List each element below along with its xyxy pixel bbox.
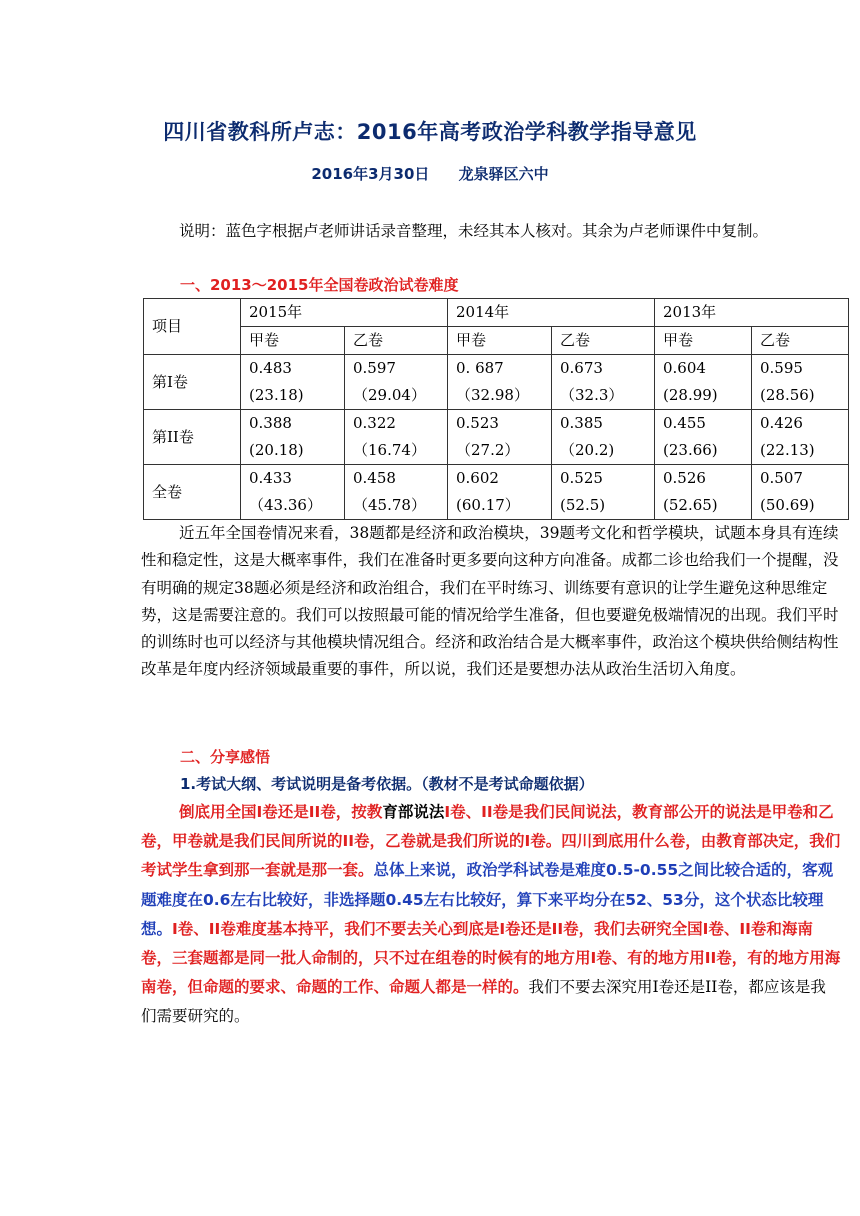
table-cell: 0.602 (60.17）: [448, 465, 552, 520]
year-header: 2014年: [448, 299, 655, 327]
subheading-1: 1.考试大纲、考试说明是备考依据。（教材不是考试命题依据）: [180, 775, 594, 793]
sub-header: 乙卷: [752, 327, 849, 355]
guidance-paragraph: [141, 798, 841, 1032]
table-cell: 0. 687 （32.98）: [448, 355, 552, 410]
date-text: 2016年3月30日: [311, 165, 430, 183]
table-subheader-row: [144, 327, 849, 355]
row-label: 第II卷: [144, 410, 241, 465]
year-header: 2015年: [241, 299, 448, 327]
section-heading-2: 二、分享感悟: [180, 748, 271, 766]
year-header: 2013年: [655, 299, 849, 327]
table-cell: 0.673 （32.3）: [552, 355, 655, 410]
table-cell: 0.507 (50.69): [752, 465, 849, 520]
section-heading-1: 一、2013～2015年全国卷政治试卷难度: [180, 276, 459, 294]
red-text: I卷、II卷是我们民间说法，教育部公开的说法是甲卷和乙卷，甲卷就是我们民间所说的II卷，乙卷就是我们所说的I卷。四川到底用什么卷，由教育部决定，我们考试学生拿到那一套就是那一套。: [141, 803, 841, 880]
closing-text: 我们不要去深究用I卷还是II卷，都应该是我们需要研究的。: [141, 978, 826, 1026]
table-cell: 0.385 （20.2): [552, 410, 655, 465]
blue-text: 总体上来说，政治学科试卷是难度0.5-0.55之间比较合适的，客观题难度在0.6左右比较好，非选择题0.45左右比较好，算下来平均分在52、53分，这个状态比较理想。: [141, 861, 834, 938]
table-cell: 0.483 (23.18): [241, 355, 345, 410]
sub-header: 甲卷: [241, 327, 345, 355]
row-label: 全卷: [144, 465, 241, 520]
table-cell: 0.523 （27.2）: [448, 410, 552, 465]
document-subtitle: [0, 163, 860, 184]
table-cell: 0.458 （45.78）: [345, 465, 448, 520]
table-cell: 0.526 (52.65): [655, 465, 752, 520]
table-corner: 项目: [144, 299, 241, 355]
table-row: [144, 410, 849, 465]
table-cell: 0.597 （29.04）: [345, 355, 448, 410]
table-cell: 0.595 (28.56): [752, 355, 849, 410]
sub-header: 乙卷: [345, 327, 448, 355]
intro-paragraph: 说明：蓝色字根据卢老师讲话录音整理，未经其本人核对。其余为卢老师课件中复制。: [179, 222, 769, 240]
table-row: [144, 465, 849, 520]
difficulty-table: [143, 298, 849, 520]
table-cell: 0.525 (52.5): [552, 465, 655, 520]
document-title: 四川省教科所卢志：2016年高考政治学科教学指导意见: [163, 120, 697, 144]
table-cell: 0.433 （43.36）: [241, 465, 345, 520]
sub-header: 乙卷: [552, 327, 655, 355]
sub-header: 甲卷: [448, 327, 552, 355]
table-header-row: [144, 299, 849, 327]
table-cell: 0.388 (20.18): [241, 410, 345, 465]
table-row: [144, 355, 849, 410]
table-cell: 0.322 （16.74）: [345, 410, 448, 465]
sub-header: 甲卷: [655, 327, 752, 355]
table-cell: 0.455 (23.66): [655, 410, 752, 465]
row-label: 第I卷: [144, 355, 241, 410]
table-cell: 0.426 (22.13): [752, 410, 849, 465]
red-text: 倒底用全国I卷还是II卷，按教: [179, 803, 383, 821]
school-text: 龙泉驿区六中: [458, 165, 549, 183]
analysis-paragraph: 近五年全国卷情况来看，38题都是经济和政治模块，39题考文化和哲学模块，试题本身具有连续性和稳定性，这是大概率事件，我们在准备时更多要向这种方向准备。成都二诊也给我们一个提醒，没有明确的规定38题必须是经济和政治组合，我们在平时练习、训练要有意识的让学生避免这种思维定势，这是需要注意的。我们可以按照最可能的情况给学生准备，但也要避免极端情况的出现。我们平时的训练时也可以经济与其他模块情况组合。经济和政治结合是大概率事件，政治这个模块供给侧结构性改革是年度内经济领域最重要的事件，所以说，我们还是要想办法从政治生活切入角度。: [141, 524, 839, 679]
red-text: I卷、II卷难度基本持平，我们不要去关心到底是I卷还是II卷，我们去研究全国I卷、II卷和海南卷，三套题都是同一批人命制的，只不过在组卷的时候有的地方用I卷、有的地方用II卷，有的地方用海南卷，但命题的要求、命题的工作、命题人都是一样的。: [141, 919, 841, 997]
black-text: 育部说法: [382, 803, 445, 821]
table-cell: 0.604 (28.99): [655, 355, 752, 410]
